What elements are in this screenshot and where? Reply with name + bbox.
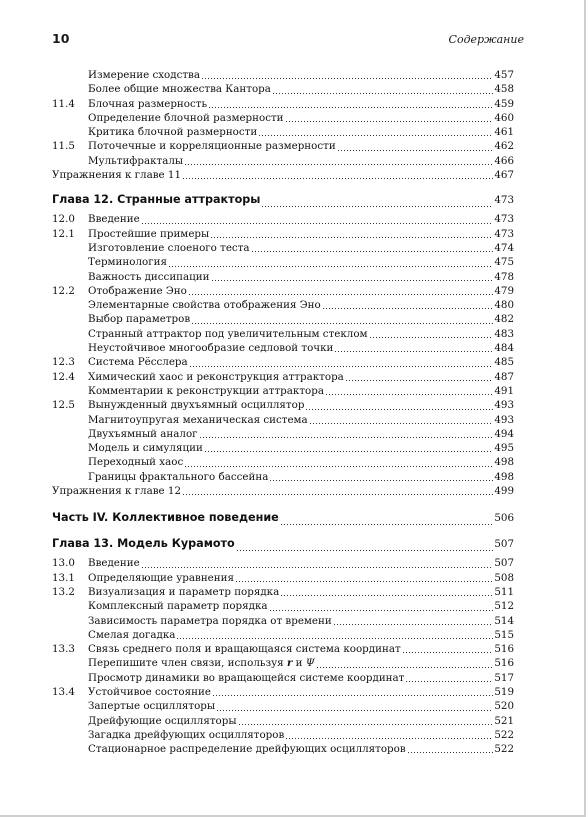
toc-entry: [52, 299, 514, 313]
toc-page-number: 484: [494, 342, 514, 355]
dot-leader: [204, 443, 494, 453]
toc-page-number: 457: [494, 69, 514, 81]
dot-leader: [280, 587, 493, 597]
toc-title: Система Рёсслера: [88, 356, 188, 369]
toc-page-number: 521: [494, 714, 514, 727]
toc-title: Критика блочной размерности: [88, 126, 258, 139]
toc-entry: [52, 155, 514, 169]
toc-section-number: 13.1: [52, 571, 75, 584]
toc-page-number: 480: [494, 299, 514, 312]
toc-entry: [52, 414, 514, 428]
toc-section-number: 12.0: [52, 213, 75, 226]
toc-section-number: 13.3: [52, 643, 75, 656]
toc-page-number: 520: [494, 700, 514, 713]
toc-page-number: 515: [494, 628, 514, 641]
toc-title: Более общие множества Кантора: [88, 83, 271, 96]
toc-page-number: 473: [494, 194, 514, 207]
toc-entry: [52, 140, 514, 154]
toc-title: Часть IV. Коллективное поведение: [52, 511, 279, 525]
toc-entry: [52, 242, 514, 256]
toc-title: Поточечные и корреляционные размерности: [88, 140, 336, 153]
toc-title: Странный аттрактор под увеличительным стеклом: [88, 327, 368, 340]
toc-page-number: 498: [494, 470, 514, 483]
toc-page-number: 516: [494, 643, 514, 656]
dot-leader: [216, 702, 493, 712]
toc-title: Упражнения к главе 11: [52, 169, 182, 182]
dot-leader: [212, 687, 493, 697]
toc-page-number: 493: [494, 413, 514, 426]
toc-entry: [52, 672, 514, 686]
toc-title: Смелая догадка: [88, 628, 176, 641]
toc-section-number: 11.5: [52, 140, 75, 153]
dot-leader: [182, 486, 493, 496]
toc-title: Устойчивое состояние: [88, 685, 211, 698]
table-of-contents: [52, 69, 514, 757]
toc-entry: [52, 456, 514, 470]
toc-page-number: 461: [494, 126, 514, 139]
toc-entry: [52, 399, 514, 413]
toc-page-number: 499: [494, 485, 514, 498]
toc-page-number: 498: [494, 456, 514, 469]
dot-leader: [272, 85, 493, 95]
toc-section-number: 11.4: [52, 97, 75, 110]
toc-entry: [52, 428, 514, 442]
toc-page-number: 466: [494, 154, 514, 167]
toc-entry: [52, 69, 514, 83]
toc-title: Просмотр динамики во вращающейся системе координат: [88, 671, 405, 684]
toc-title: Перепишите член связи, используя r и Ψ: [88, 657, 315, 670]
toc-entry: [52, 657, 514, 671]
dot-leader: [208, 99, 493, 109]
dot-leader: [238, 716, 494, 726]
toc-section-number: 12.5: [52, 399, 75, 412]
toc-page-number: 479: [494, 284, 514, 297]
toc-page-number: 508: [494, 571, 514, 584]
toc-entry: [52, 557, 514, 571]
dot-leader: [269, 602, 494, 612]
toc-title: Комплексный параметр порядка: [88, 600, 268, 613]
dot-leader: [334, 343, 493, 353]
dot-leader: [337, 142, 494, 152]
dot-leader: [285, 730, 493, 740]
toc-section-number: 13.4: [52, 685, 75, 698]
toc-page-number: 473: [494, 213, 514, 226]
dot-leader: [168, 258, 493, 268]
toc-title: Границы фрактального бассейна: [88, 470, 269, 483]
toc-entry: [52, 600, 514, 614]
dot-leader: [261, 198, 493, 208]
dot-leader: [325, 386, 493, 396]
toc-page-number: 474: [494, 241, 514, 254]
toc-entry: [52, 271, 514, 285]
dot-leader: [345, 372, 494, 382]
dot-leader: [285, 113, 494, 123]
toc-page-number: 460: [494, 111, 514, 124]
toc-entry: [52, 615, 514, 629]
toc-title: Введение: [88, 213, 140, 226]
toc-title: Блочная размерность: [88, 97, 208, 110]
toc-title: Вынужденный двухъямный осциллятор: [88, 399, 305, 412]
toc-section-number: 12.4: [52, 370, 75, 383]
dot-leader: [236, 542, 494, 552]
toc-page-number: 467: [494, 169, 514, 182]
toc-title: Загадка дрейфующих осцилляторов: [88, 728, 285, 741]
toc-page-number: 495: [494, 442, 514, 455]
dot-leader: [141, 215, 494, 225]
toc-page-number: 522: [494, 743, 514, 756]
toc-page-number: 487: [494, 370, 514, 383]
toc-entry: [52, 83, 514, 97]
toc-page-number: 493: [494, 399, 514, 412]
dot-leader: [322, 300, 494, 310]
toc-page-number: 507: [494, 557, 514, 570]
dot-leader: [176, 630, 493, 640]
toc-page-number: 522: [494, 728, 514, 741]
toc-title: Упражнения к главе 12: [52, 485, 182, 498]
toc-title: Магнитоупругая механическая система: [88, 413, 308, 426]
dot-leader: [182, 170, 493, 180]
toc-entry: [52, 228, 514, 242]
toc-title: Неустойчивое многообразие седловой точки: [88, 342, 334, 355]
toc-title: Терминология: [88, 256, 167, 269]
toc-title: Дрейфующие осцилляторы: [88, 714, 237, 727]
toc-entry: [52, 572, 514, 586]
toc-page-number: 511: [494, 585, 514, 598]
toc-entry: [52, 385, 514, 399]
dot-leader: [199, 429, 494, 439]
toc-entry: [52, 715, 514, 729]
toc-entry: [52, 98, 514, 112]
dot-leader: [309, 415, 494, 425]
toc-section-number: 12.1: [52, 227, 75, 240]
toc-entry: [52, 285, 514, 299]
toc-title: Стационарное распределение дрейфующих осцилляторов: [88, 743, 406, 756]
dot-leader: [333, 616, 494, 626]
dot-leader: [201, 70, 493, 80]
toc-page-number: 517: [494, 671, 514, 684]
dot-leader: [184, 458, 493, 468]
toc-title: Модель и симуляции: [88, 442, 203, 455]
toc-chapter-heading: [52, 511, 514, 529]
toc-title: Глава 13. Модель Курамото: [52, 537, 235, 551]
toc-entry: [52, 743, 514, 757]
toc-page-number: 475: [494, 256, 514, 269]
toc-page-number: 462: [494, 140, 514, 153]
toc-title: Глава 12. Странные аттракторы: [52, 193, 261, 207]
toc-entry: [52, 342, 514, 356]
toc-entry: [52, 112, 514, 126]
toc-chapter-heading: [52, 537, 514, 555]
toc-entry: [52, 729, 514, 743]
toc-entry: [52, 629, 514, 643]
toc-title: Двухъямный аналог: [88, 427, 198, 440]
toc-section-number: 12.3: [52, 356, 75, 369]
toc-page-number: 491: [494, 384, 514, 397]
dot-leader: [280, 516, 494, 526]
dot-leader: [258, 127, 493, 137]
toc-entry: [52, 643, 514, 657]
toc-page-number: 482: [494, 313, 514, 326]
toc-entry: [52, 471, 514, 485]
toc-title: Элементарные свойства отображения Эно: [88, 299, 321, 312]
toc-title: Простейшие примеры: [88, 227, 210, 240]
toc-entry: [52, 328, 514, 342]
toc-section-number: 13.0: [52, 557, 75, 570]
dot-leader: [184, 156, 493, 166]
toc-chapter-heading: [52, 193, 514, 211]
toc-page-number: 494: [494, 427, 514, 440]
toc-page-number: 458: [494, 83, 514, 96]
toc-section-number: 12.2: [52, 284, 75, 297]
toc-entry: [52, 126, 514, 140]
toc-title: Комментарии к реконструкции аттрактора: [88, 384, 324, 397]
toc-title: Измерение сходства: [88, 69, 200, 81]
dot-leader: [405, 673, 493, 683]
dot-leader: [210, 229, 493, 239]
toc-entry: [52, 485, 514, 499]
toc-entry: [52, 169, 514, 183]
dot-leader: [235, 573, 493, 583]
dot-leader: [251, 243, 494, 253]
dot-leader: [305, 401, 493, 411]
toc-page-number: 485: [494, 356, 514, 369]
toc-title: Определяющие уравнения: [88, 571, 234, 584]
page-number: 10: [52, 31, 70, 46]
toc-section-number: 13.2: [52, 585, 75, 598]
dot-leader: [189, 358, 494, 368]
dot-leader: [188, 286, 493, 296]
dot-leader: [369, 329, 494, 339]
toc-page-number: 459: [494, 97, 514, 110]
toc-entry: [52, 356, 514, 370]
toc-entry: [52, 586, 514, 600]
dot-leader: [402, 644, 494, 654]
toc-entry: [52, 700, 514, 714]
toc-page-number: 512: [494, 600, 514, 613]
toc-entry: [52, 313, 514, 327]
toc-page-number: 514: [494, 614, 514, 627]
toc-title: Важность диссипации: [88, 270, 210, 283]
toc-entry: [52, 686, 514, 700]
toc-title: Зависимость параметра порядка от времени: [88, 614, 332, 627]
toc-title: Химический хаос и реконструкция аттрактора: [88, 370, 344, 383]
dot-leader: [191, 315, 493, 325]
toc-title: Выбор параметров: [88, 313, 191, 326]
toc-page-number: 507: [494, 538, 514, 551]
dot-leader: [211, 272, 494, 282]
toc-title: Отображение Эно: [88, 284, 187, 297]
toc-page-number: 483: [494, 327, 514, 340]
toc-page-number: 478: [494, 270, 514, 283]
dot-leader: [141, 559, 494, 569]
toc-title: Связь среднего поля и вращающаяся система координат: [88, 643, 401, 656]
toc-page-number: 473: [494, 227, 514, 240]
toc-title: Запертые осцилляторы: [88, 700, 216, 713]
toc-entry: [52, 371, 514, 385]
toc-title: Визуализация и параметр порядка: [88, 585, 280, 598]
toc-title: Изготовление слоеного теста: [88, 241, 250, 254]
dot-leader: [269, 472, 493, 482]
toc-page-number: 516: [494, 657, 514, 670]
toc-title: Определение блочной размерности: [88, 111, 284, 124]
toc-entry: [52, 213, 514, 227]
toc-page-number: 519: [494, 685, 514, 698]
toc-title: Введение: [88, 557, 140, 570]
toc-title: Переходный хаос: [88, 456, 184, 469]
dot-leader: [316, 659, 494, 669]
toc-entry: [52, 442, 514, 456]
toc-entry: [52, 256, 514, 270]
running-title: Содержание: [448, 33, 524, 46]
toc-title: Мультифракталы: [88, 154, 184, 167]
toc-page-number: 506: [494, 512, 514, 525]
dot-leader: [407, 744, 494, 754]
